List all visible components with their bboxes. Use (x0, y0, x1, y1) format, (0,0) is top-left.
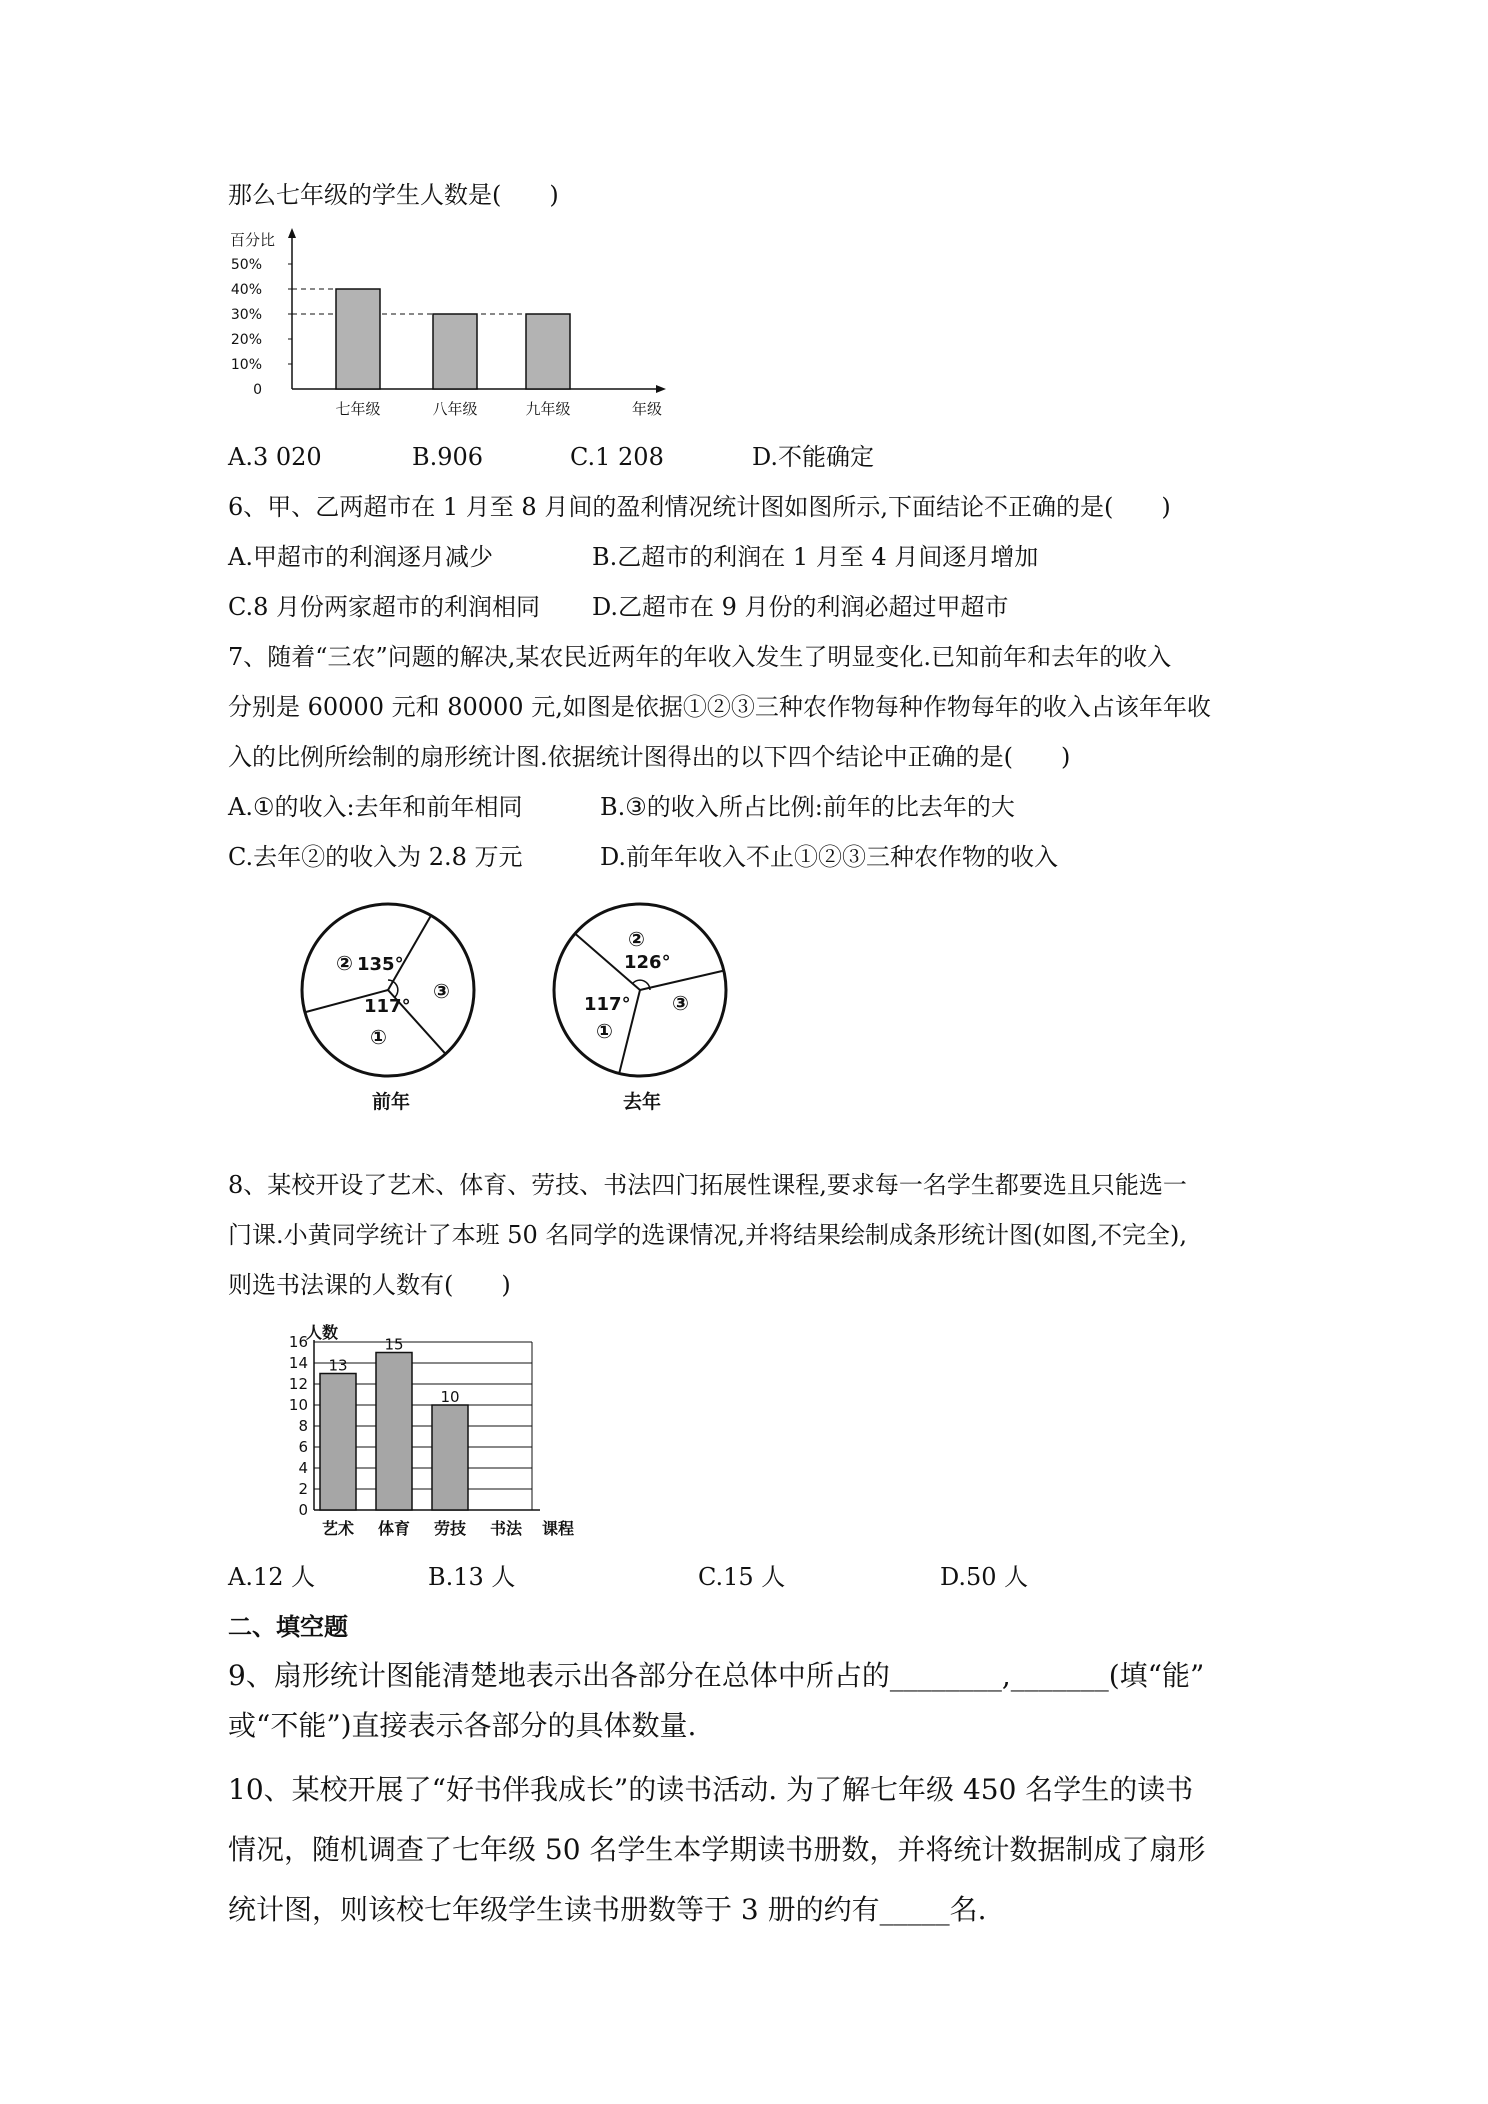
bar-2 (376, 1353, 412, 1511)
x-tick-label: 九年级 (525, 400, 571, 418)
course-enrollment-bar-chart (270, 1320, 600, 1550)
x-axis-label: 年级 (632, 400, 663, 418)
y-tick-label: 50% (230, 257, 262, 273)
slice-boundary-1 (388, 916, 431, 990)
y-tick-label: 0 (298, 1501, 308, 1519)
y-tick-label: 4 (298, 1459, 308, 1477)
slice-label-3: ③ (672, 991, 689, 1015)
pie-title: 前年 (372, 1091, 411, 1113)
angle-label-126: 126° (624, 952, 671, 973)
q8-option-c: C.15 人 (698, 1563, 786, 1591)
y-tick-label: 30% (230, 307, 262, 323)
slice-boundary-1 (640, 971, 724, 990)
q6-stem: 6、甲、乙两超市在 1 月至 8 月间的盈利情况统计图如图所示,下面结论不正确的是( ) (228, 493, 1171, 521)
x-tick-label: 劳技 (433, 1519, 467, 1538)
q10-line-1: 10、某校开展了“好书伴我成长”的读书活动. 为了解七年级 450 名学生的读书 (228, 1773, 1194, 1806)
section-title: 二、填空题 (228, 1612, 348, 1641)
y-tick-label: 14 (288, 1354, 308, 1372)
bar-3 (432, 1405, 468, 1510)
y-tick-label: 10% (230, 357, 262, 373)
y-tick-label: 8 (298, 1417, 308, 1435)
data-label: 15 (384, 1335, 404, 1354)
q9-line-1: 9、扇形统计图能清楚地表示出各部分在总体中所占的________,_______(填“能” (228, 1659, 1205, 1692)
q5-option-d: D.不能确定 (752, 443, 875, 471)
x-tick-label: 体育 (377, 1519, 411, 1538)
slice-label-2: ② (628, 927, 645, 951)
angle-label-135: 135° (357, 954, 404, 975)
bar-1 (320, 1374, 356, 1511)
q7-stem-line-3: 入的比例所绘制的扇形统计图.依据统计图得出的以下四个结论中正确的是( ) (228, 743, 1071, 771)
y-tick-label: 20% (230, 332, 262, 348)
y-axis (288, 228, 296, 389)
bar-2 (433, 314, 477, 389)
y-tick-label: 0 (253, 382, 262, 398)
q10-line-2: 情况，随机调查了七年级 50 名学生本学期读书册数，并将统计数据制成了扇形 (228, 1833, 1206, 1866)
y-tick-label: 6 (298, 1438, 308, 1456)
q5-stem: 那么七年级的学生人数是( ) (228, 181, 559, 209)
y-tick-label: 2 (298, 1480, 308, 1498)
bar-3 (526, 314, 570, 389)
q8-stem-line-1: 8、某校开设了艺术、体育、劳技、书法四门拓展性课程,要求每一名学生都要选且只能选一 (228, 1171, 1187, 1199)
x-tick-label: 艺术 (321, 1519, 355, 1538)
q7-option-b: B.③的收入所占比例:前年的比去年的大 (600, 793, 1015, 821)
slice-label-1: ① (370, 1025, 387, 1049)
q5-option-a: A.3 020 (228, 443, 322, 471)
q7-stem-line-1: 7、随着“三农”问题的解决,某农民近两年的年收入发生了明显变化.已知前年和去年的收入 (228, 643, 1172, 671)
q7-option-c: C.去年②的收入为 2.8 万元 (228, 843, 523, 871)
data-label: 10 (440, 1388, 460, 1406)
y-tick-label: 16 (288, 1333, 308, 1351)
grade-percentage-bar-chart (220, 226, 690, 426)
slice-label-2: ② (336, 951, 353, 975)
pie-chart-previous-year (296, 898, 496, 1118)
q6-option-b: B.乙超市的利润在 1 月至 4 月间逐月增加 (592, 543, 1039, 571)
x-tick-label: 八年级 (432, 400, 478, 418)
q5-option-b: B.906 (412, 443, 484, 471)
q8-option-b: B.13 人 (428, 1563, 516, 1591)
q6-option-d: D.乙超市在 9 月份的利润必超过甲超市 (592, 593, 1009, 621)
q7-stem-line-2: 分别是 60000 元和 80000 元,如图是依据①②③三种农作物每种作物每年的收入占该年年收 (228, 693, 1211, 721)
q7-option-d: D.前年年收入不止①②③三种农作物的收入 (600, 843, 1059, 871)
y-tick-label: 12 (288, 1375, 308, 1393)
q10-line-3: 统计图，则该校七年级学生读书册数等于 3 册的约有_____名. (228, 1893, 987, 1926)
q6-option-a: A.甲超市的利润逐月减少 (228, 543, 493, 571)
q5-option-c: C.1 208 (570, 443, 664, 471)
pie-title: 去年 (623, 1091, 662, 1113)
pie-chart-last-year (548, 898, 748, 1118)
slice-label-1: ① (596, 1019, 613, 1043)
data-label: 13 (328, 1356, 348, 1375)
y-tick-label: 40% (230, 282, 262, 298)
q7-option-a: A.①的收入:去年和前年相同 (228, 793, 523, 821)
x-tick-label: 七年级 (335, 400, 381, 418)
x-axis-label: 课程 (542, 1519, 575, 1538)
q9-line-2: 或“不能”)直接表示各部分的具体数量. (228, 1709, 697, 1742)
q8-option-d: D.50 人 (940, 1563, 1029, 1591)
q8-stem-line-3: 则选书法课的人数有( ) (228, 1271, 511, 1299)
q8-option-a: A.12 人 (228, 1563, 316, 1591)
slice-label-3: ③ (433, 979, 450, 1003)
q8-stem-line-2: 门课.小黄同学统计了本班 50 名同学的选课情况,并将结果绘制成条形统计图(如图,不完全), (228, 1221, 1188, 1249)
y-axis-label: 百分比 (230, 231, 276, 249)
y-axis-label: 人数 (306, 1323, 339, 1342)
y-tick-label: 10 (288, 1396, 308, 1414)
angle-label-117: 117° (364, 996, 411, 1017)
bar-1 (336, 289, 380, 389)
x-tick-label: 书法 (489, 1519, 523, 1538)
q6-option-c: C.8 月份两家超市的利润相同 (228, 593, 541, 621)
angle-label-117: 117° (584, 994, 631, 1015)
